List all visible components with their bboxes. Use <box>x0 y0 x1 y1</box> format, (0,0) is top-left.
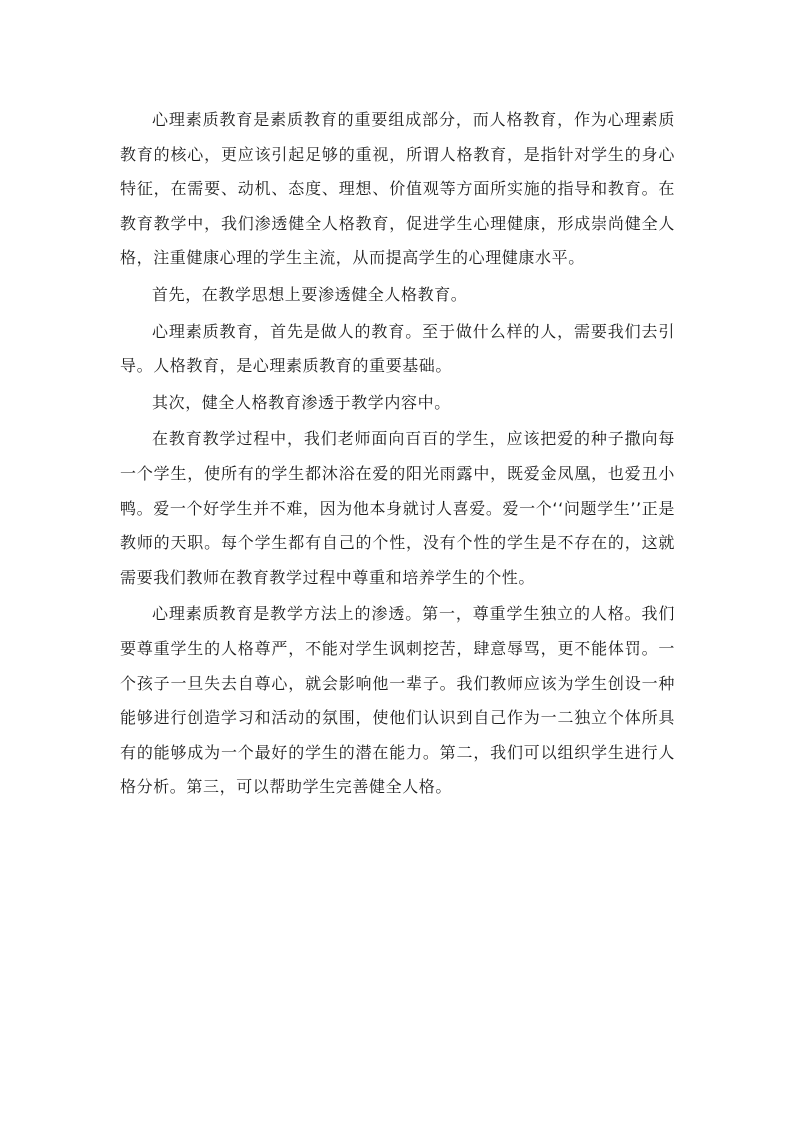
paragraph-intro: 心理素质教育是素质教育的重要组成部分，而人格教育，作为心理素质教育的核心，更应该引起足够的重视，所谓人格教育，是指针对学生的身心特征，在需要、动机、态度、理想、价值观等方面所实施的指导和教育。在教育教学中，我们渗透健全人格教育，促进学生心理健康，形成崇尚健全人格，注重健康心理的学生主流，从而提高学生的心理健康水平。 <box>120 110 675 268</box>
paragraph-first-point: 首先，在教学思想上要渗透健全人格教育。 <box>152 284 468 304</box>
paragraph-second-point: 其次，健全人格教育渗透于教学内容中。 <box>152 392 451 412</box>
paragraph-teaching-methods: 心理素质教育是教学方法上的渗透。第一，尊重学生独立的人格。我们要尊重学生的人格尊严，不能对学生讽刺挖苦，肆意辱骂，更不能体罚。一个孩子一旦失去自尊心，就会影响他一辈子。我们教师应该为学生创设一种能够进行创造学习和活动的氛围，使他们认识到自己作为一二独立个体所具有的能够成为一个最好的学生的潜在能力。第二，我们可以组织学生进行人格分析。第三，可以帮助学生完善健全人格。 <box>120 604 675 797</box>
paragraph-teaching-content: 在教育教学过程中，我们老师面向百百的学生，应该把爱的种子撒向每一个学生，使所有的学生都沐浴在爱的阳光雨露中，既爱金凤凰，也爱丑小鸭。爱一个好学生并不难，因为他本身就讨人喜爱。爱一个‘‘问题学生’’正是教师的天职。每个学生都有自己的个性，没有个性的学生是不存在的，这就需要我们教师在教育教学过程中尊重和培养学生的个性。 <box>120 429 675 587</box>
document-body <box>120 103 675 805</box>
paragraph-personality-foundation: 心理素质教育，首先是做人的教育。至于做什么样的人，需要我们去引导。人格教育，是心理素质教育的重要基础。 <box>120 321 675 376</box>
